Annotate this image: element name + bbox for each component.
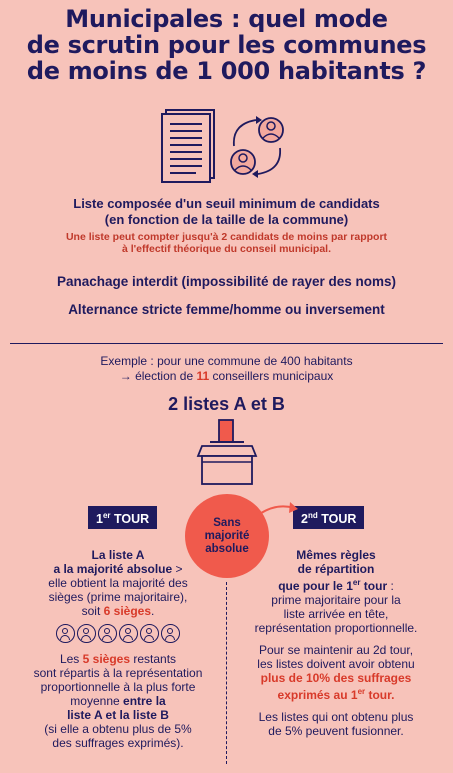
t2-p2-b: les listes doivent avoir obtenu — [257, 657, 415, 671]
t2-p3-b: de 5% peuvent fusionner. — [268, 724, 404, 738]
person-icon — [56, 624, 75, 643]
t2-p1-f: prime majoritaire pour la — [271, 593, 401, 607]
t1-p2-d: proportionnelle à la plus forte — [40, 680, 196, 694]
badge-line-2: majorité — [204, 529, 250, 542]
alternance-rule: Alternance stricte femme/homme ou inversement — [68, 302, 385, 317]
t2-p3-a: Les listes qui ont obtenu plus — [258, 710, 414, 724]
example-text — [0, 354, 453, 384]
t1-p2-f: entre la — [123, 694, 166, 708]
t1-p2-e: moyenne — [70, 694, 120, 708]
t1-p1-b: a la majorité absolue — [53, 562, 173, 576]
t1-p2-b: restants — [133, 652, 177, 666]
t2-p2-c: plus de 10% des suffrages — [260, 671, 412, 685]
t1-p2-seats: 5 sièges — [82, 652, 131, 666]
person-icon — [77, 624, 96, 643]
example-prefix: → élection de — [119, 369, 194, 383]
tour-2-paragraph-2 — [236, 643, 436, 702]
t2-p2-d: exprimés au 1 — [277, 688, 358, 702]
list-rule-line-2: (en fonction de la taille de la commune) — [104, 212, 349, 227]
tour-2-paragraph-3 — [236, 710, 436, 738]
t2-p1-a: Mêmes règles — [296, 548, 376, 562]
lists-title: 2 listes A et B — [168, 394, 285, 414]
tour-1-column — [20, 548, 216, 750]
list-note-line-2: à l'effectif théorique du conseil municipal. — [121, 243, 332, 255]
section-divider — [10, 343, 443, 344]
t1-p1-e: sièges (prime majoritaire), — [48, 590, 188, 604]
t2-p1-b: de répartition — [297, 562, 375, 576]
t1-p2-c: sont répartis à la représentation — [33, 666, 203, 680]
title-line-2: de scrutin pour les communes — [26, 31, 427, 59]
badge-line-1: Sans — [213, 516, 241, 529]
page-title — [0, 6, 453, 84]
person-icon — [161, 624, 180, 643]
person-icon — [119, 624, 138, 643]
title-line-1: Municipales : quel mode — [65, 5, 388, 33]
t2-p2-d-sup: er — [357, 687, 366, 696]
t1-p1-c: > — [175, 562, 183, 576]
tour-2-tag-sup: nd — [307, 511, 318, 520]
t1-p2-a: Les — [59, 652, 80, 666]
t1-p1-f: soit — [81, 604, 101, 618]
title-line-3: de moins de 1 000 habitants ? — [26, 57, 427, 85]
t2-p1-e: : — [390, 579, 394, 593]
badge-line-3: absolue — [205, 542, 249, 555]
t2-p1-d: tour — [363, 579, 388, 593]
seat-icons-row — [20, 624, 216, 646]
t1-p1-d: elle obtient la majorité des — [48, 576, 188, 590]
t1-p1-seats: 6 sièges — [103, 604, 152, 618]
t2-p1-g: liste arrivée en tête, — [283, 607, 389, 621]
panachage-rule: Panachage interdit (impossibilité de rayer des noms) — [56, 274, 397, 289]
t2-p2-a: Pour se maintenir au 2d tour, — [258, 643, 414, 657]
example-number: 11 — [196, 369, 210, 383]
t1-p2-i: des suffrages exprimés). — [52, 736, 184, 750]
tour-2-tag-num: 2 — [301, 512, 308, 527]
t1-p1-g: . — [151, 604, 155, 618]
column-divider — [226, 582, 227, 764]
example-suffix: conseillers municipaux — [212, 369, 334, 383]
tour-2-column — [236, 548, 436, 738]
list-rule — [0, 196, 453, 228]
t1-p2-g: liste A et la liste B — [67, 708, 169, 722]
t2-p2-e: tour. — [368, 688, 395, 702]
ballot-box-icon — [196, 418, 258, 486]
person-icon — [140, 624, 159, 643]
tour-2-paragraph-1 — [236, 548, 436, 635]
list-rule-line-1: Liste composée d'un seuil minimum de candidats — [73, 196, 380, 211]
people-cycle-icon — [222, 110, 292, 184]
tour-2-tag-word: TOUR — [321, 512, 357, 527]
t2-p1-c: que pour le 1 — [278, 579, 353, 593]
t2-p1-h: représentation proportionnelle. — [254, 621, 418, 635]
t2-p1-c-sup: er — [352, 578, 361, 587]
tour-1-tag-sup: er — [102, 511, 111, 520]
t1-p1-a: La liste A — [91, 548, 145, 562]
example-line-1: Exemple : pour une commune de 400 habitants — [100, 354, 353, 368]
person-icon — [98, 624, 117, 643]
example-line-2 — [0, 369, 453, 384]
tour-1-tag — [88, 506, 157, 529]
tour-1-tag-word: TOUR — [114, 512, 150, 527]
tour-1-tag-num: 1 — [96, 512, 103, 527]
tour-1-paragraph-2 — [20, 652, 216, 750]
list-note-line-1: Une liste peut compter jusqu'à 2 candidats de moins par rapport — [65, 231, 388, 243]
t1-p2-h: (si elle a obtenu plus de 5% — [44, 722, 192, 736]
tour-2-tag — [293, 506, 364, 529]
tour-1-paragraph-1 — [20, 548, 216, 618]
list-note — [0, 231, 453, 255]
